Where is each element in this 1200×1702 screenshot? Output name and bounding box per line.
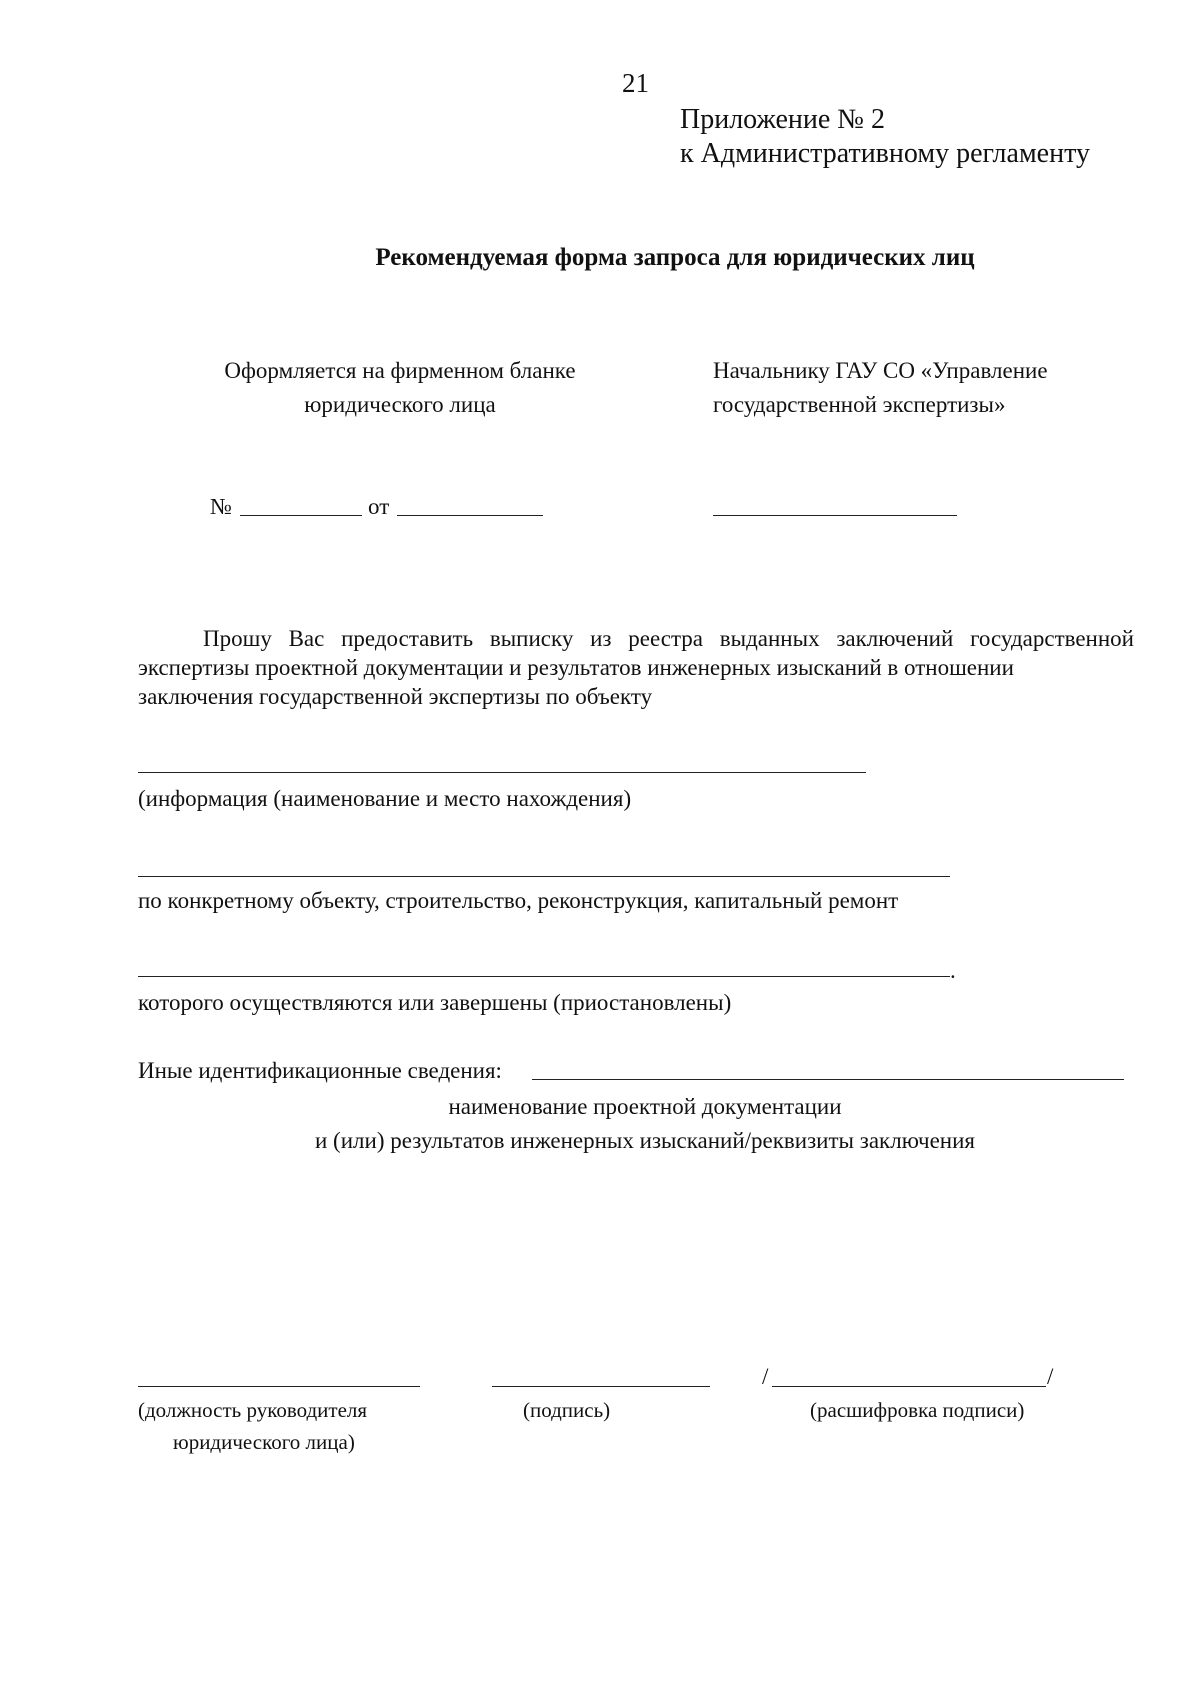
decode-line[interactable]	[772, 1386, 1046, 1387]
decode-slash-close: /	[1047, 1364, 1054, 1389]
letterhead-note-line-2: юридического лица	[304, 392, 496, 417]
signature-line[interactable]	[492, 1386, 710, 1387]
object-info-caption: (информация (наименование и место нахождения)	[138, 786, 632, 811]
object-status-line[interactable]	[138, 976, 950, 977]
position-line[interactable]	[138, 1386, 420, 1387]
decode-caption: (расшифровка подписи)	[810, 1398, 1025, 1422]
request-paragraph-end: заключения государственной экспертизы по объекту	[138, 684, 653, 709]
decode-slash-open: /	[762, 1364, 769, 1389]
object-info-line[interactable]	[138, 772, 866, 773]
addressee-line-1: Начальнику ГАУ СО «Управление	[713, 358, 1048, 383]
page-number: 21	[622, 68, 649, 98]
position-caption-line-1: (должность руководителя	[138, 1398, 368, 1422]
appendix-line-2: к Административному регламенту	[680, 138, 1090, 169]
object-work-line[interactable]	[138, 876, 950, 877]
other-info-hint-2: и (или) результатов инженерных изысканий/реквизиты заключения	[315, 1128, 975, 1153]
letterhead-note-line-1: Оформляется на фирменном бланке	[224, 358, 576, 383]
form-title: Рекомендуемая форма запроса для юридических лиц	[375, 244, 975, 271]
other-info-hint-1: наименование проектной документации	[448, 1094, 842, 1119]
addressee-line-2: государственной экспертизы»	[713, 392, 1006, 417]
number-label: №	[210, 494, 232, 519]
object-work-caption: по конкретному объекту, строительство, реконструкция, капитальный ремонт	[138, 888, 899, 913]
object-status-caption: которого осуществляются или завершены (приостановлены)	[138, 990, 732, 1015]
appendix-line-1: Приложение № 2	[680, 104, 885, 135]
addressee-name-line[interactable]	[713, 515, 957, 516]
number-input-line[interactable]	[240, 515, 362, 516]
signature-caption: (подпись)	[523, 1398, 611, 1422]
other-info-label: Иные идентификационные сведения:	[138, 1058, 502, 1083]
period-mark: .	[950, 958, 956, 983]
other-info-line[interactable]	[532, 1079, 1124, 1080]
date-label: от	[368, 494, 390, 519]
request-paragraph: Прошу Вас предоставить выписку из реестра выданных заключений государственной экспертизы проектной документации и результатов инженерных изысканий в отношении	[138, 626, 1134, 680]
position-caption-line-2: юридического лица)	[173, 1430, 355, 1454]
date-input-line[interactable]	[397, 515, 543, 516]
